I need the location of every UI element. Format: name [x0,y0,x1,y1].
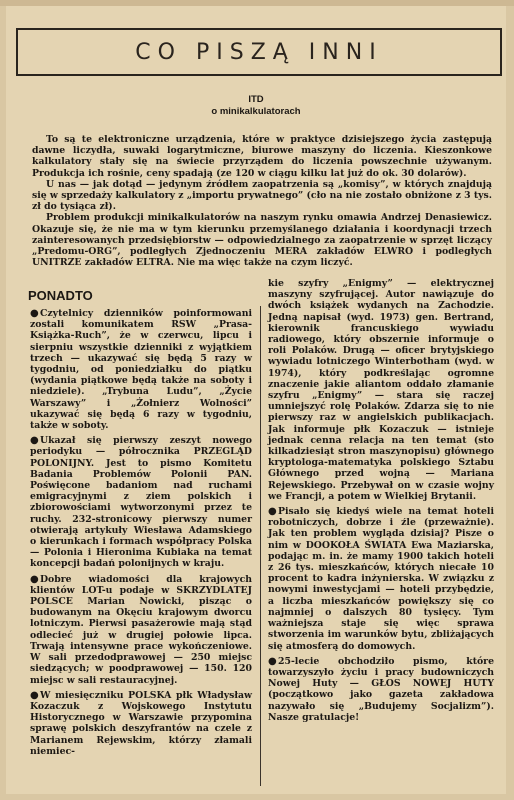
news-item-continued: kie szyfry „Enigmy” — elektrycznej maszyny szyfrującej. Autor nawiązuje do dwóch książek wydanych na Zachodzie. Jedną napisał (wyd. 1973) gen. Bertrand, kierownik francuskiego wywiadu radiowego, który obszernie informuje o roli Polaków. Drugą — oficer brytyjskiego wywiadu lotniczego Winterbotham (wyd. w 1974), który podkreślając ogromne znaczenie jakie aliantom oddało złamanie szyfru „Enigmy” — stara się raczej umniejszyć rolę Polaków. Zdarza się to nie pierwszy raz w angielskich publikacjach. Jak informuje płk Kozaczuk — istnieje jednak cenna relacja na ten temat (sto kilkadziesiąt stron maszynopisu) głównego kryptologa-matematyka polskiego Sztabu Głównego przed wojną — Mariana Rejewskiego. Przebywał on w czasie wojny we Francji, a potem w Wielkiej Brytanii. [268,278,494,502]
news-item: ●25-lecie obchodziło pismo, które towarzyszyło życiu i pracy budowniczych Nowej Huty — GŁOS NOWEJ HUTY (początkowo jako gazeta zakładowa nazywało się „Budujemy Socjalizm”). Nasze gratulacje! [268,655,494,723]
lead-paragraph: Problem produkcji minikalkulatorów na naszym rynku omawia Andrzej Denasiewicz. Okazuje się, że nie ma w tym kierunku przemyślanego działania i koordynacji trzech zainteresowanych przedsiębiorstw — odpowiedzialnego za zaopatrzenie w sprzęt liczący „Predomu-ORG”, podległych Zjednoczeniu MERA zakładów ELWRO i podległych UNITRZE zakładów ELTRA. Nie ma więc także na czym liczyć. [32,212,492,269]
right-column [268,278,494,727]
lead-paragraph: To są te elektroniczne urządzenia, które w praktyce dzisiejszego życia zastępują dawne liczydła, suwaki logarytmiczne, biurowe maszyny do liczenia. Kieszonkowe kalkulatory stały się na świecie przyrządem do liczenia powszechnie używanym. Produkcja ich rośnie, ceny spadają (ze 120 w ciągu kilku lat już do ok. 30 dolarów). [32,134,492,179]
lead-paragraph: U nas — jak dotąd — jedynym źródłem zaopatrzenia są „komisy”, w których znajdują się w sprzedaży kalkulatory z „importu prywatnego” (cło na nie zostało obniżone z 3 tys. zł do tysiąca zł). [32,178,492,213]
bullet-icon: ● [30,689,39,701]
bullet-icon: ● [30,435,39,447]
column-header-title: CO PISZĄ INNI [135,39,383,65]
bullet-icon: ● [30,308,39,319]
news-item: ●W miesięczniku POLSKA płk Władysław Kozaczuk z Wojskowego Instytutu Historycznego w Warszawie przypomina sprawę polskich deszyfrantów na czele z Marianem Rejewskim, którzy złamali niemiec- [30,689,252,757]
news-item: ●Czytelnicy dzienników poinformowani zostali komunikatem RSW „Prasa-Książka-Ruch”, że w czerwcu, lipcu i sierpniu wszystkie dzienniki z wyjątkiem trzech — ukazywać się będą 5 razy w tygodniu, od poniedziałku do piątku (wydania piątkowe będą także na soboty i niedziele). „Trybuna Ludu”, „Życie Warszawy” i „Żołnierz Wolności” ukazywać się będą 6 razy w tygodniu, także w soboty. [30,308,252,432]
bullet-icon: ● [30,573,39,585]
left-column [30,308,252,761]
column-divider [260,306,261,786]
column-header [16,28,502,76]
news-item: ●Ukazał się pierwszy zeszyt nowego periodyku — półrocznika PRZEGLĄD POLONIJNY. Jest to pismo Komitetu Badania Problemów Polonii PAN. Poświęcone badaniom nad ruchami emigracyjnymi z ziem polskich i zbiorowościami wytworzonymi przez te ruchy. 232-stronicowy pierwszy numer otwierają artykuły Wiesława Adamskiego o kierunkach i formach współpracy Polska — Polonia i Hieronima Kubiaka na temat koncepcji badań polonijnych w kraju. [30,435,252,570]
section-title: PONADTO [28,288,93,303]
news-item: ●Dobre wiadomości dla krajowych klientów LOT-u podaje w SKRZYDLATEJ POLSCE Marian Nowicki, pisząc o budowanym na Okęciu krajowym dworcu lotniczym. Pierwsi pasażerowie mają stąd odlecieć już w drugiej połowie lipca. Trwają intensywne prace wykończeniowe. W sali przedodprawowej — 250 miejsc siedzących; w poodprawowej — 150. 120 miejsc w sali restauracyjnej. [30,573,252,686]
bullet-icon: ● [268,655,277,667]
lead-article [32,134,492,268]
bullet-icon: ● [268,506,277,518]
newspaper-page [6,6,506,794]
lead-title: o minikalkulatorach [211,106,301,117]
lead-kicker: ITD [248,94,264,105]
news-item: ●Pisało się kiedyś wiele na temat hoteli robotniczych, dobrze i źle (przeważnie). Jak ten problem wygląda dzisiaj? Pisze o nim w DOOKOŁA ŚWIATA Ewa Maziarska, podając m. in. że mamy 1900 takich hoteli z 26 tys. mieszkańców, których niecałe 10 procent to kadra inżynierska. W związku z nowymi inwestycjami — hoteli przybędzie, a liczba mieszkańców powiększy się co najmniej o dalszych 80 tysięcy. Tym ważniejsza staje się więc sprawa stworzenia im warunków bytu, zbliżających się atmosferą do domowych. [268,506,494,652]
